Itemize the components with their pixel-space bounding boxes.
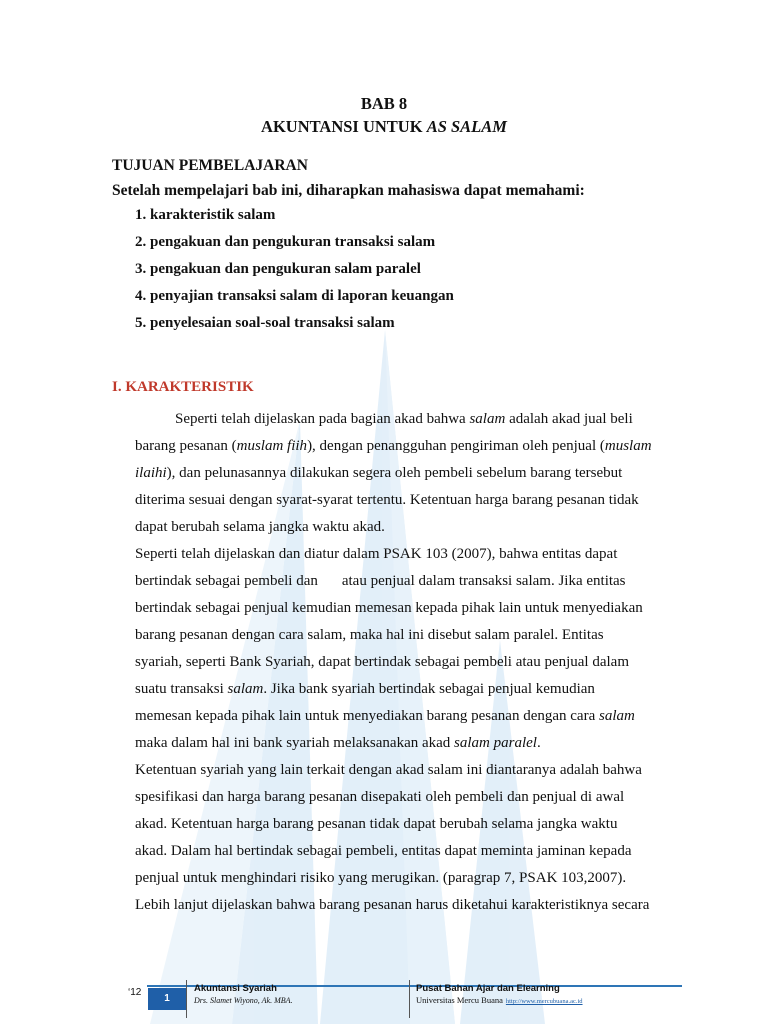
footer-university: Universitas Mercu Buana http://www.mercubuana.ac.id	[416, 995, 583, 1005]
footer-course: Akuntansi Syariah	[194, 983, 277, 994]
footer-year: ‘12	[128, 987, 142, 998]
objectives-intro: Setelah mempelajari bab ini, diharapkan mahasiswa dapat memahami:	[112, 182, 585, 199]
footer-author: Drs. Slamet Wiyono, Ak. MBA.	[194, 996, 293, 1005]
objectives-heading: TUJUAN PEMBELAJARAN	[112, 157, 308, 174]
section-heading: I. KARAKTERISTIK	[112, 379, 254, 395]
objective-item: 1. karakteristik salam	[135, 207, 276, 223]
chapter-number: BAB 8	[360, 94, 408, 113]
paragraph-ketentuan: Ketentuan syariah yang lain terkait dengan akad salam ini diantaranya adalah bahwa spesifikasi dan harga barang pesanan disepakati oleh pembeli dan penjual di awal akad. Ketentuan harga barang pesanan tidak dapat berubah selama jangka waktu akad. Dalam hal bertindak sebagai pembeli, entitas dapat meminta jaminan kepada penjual untuk menghindari risiko yang merugikan. (paragrap 7, PSAK 103,2007). Lebih lanjut dijelaskan bahwa barang pesanan harus diketahui karakteristiknya secara	[135, 762, 650, 913]
chapter-title: AKUNTANSI UNTUK AS SALAM	[261, 117, 507, 136]
footer-center: Pusat Bahan Ajar dan Elearning	[416, 983, 560, 994]
objective-item: 5. penyelesaian soal-soal transaksi salam	[135, 315, 395, 331]
page-footer	[0, 975, 768, 1024]
page-number: 1	[148, 988, 186, 1010]
footer-separator	[409, 980, 410, 1018]
objective-item: 2. pengakuan dan pengukuran transaksi salam	[135, 234, 436, 250]
footer-url-link[interactable]: http://www.mercubuana.ac.id	[505, 998, 583, 1005]
objective-item: 4. penyajian transaksi salam di laporan keuangan	[135, 288, 454, 304]
paragraph-psak: Seperti telah dijelaskan dan diatur dalam PSAK 103 (2007), bahwa entitas dapat bertindak sebagai pembeli dan atau penjual dalam transaksi salam. Jika entitas bertindak sebagai penjual kemudian memesan kepada pihak lain untuk menyediakan barang pesanan dengan cara salam, maka hal ini disebut salam paralel. Entitas syariah, seperti Bank Syariah, dapat bertindak sebagai pembeli atau penjual dalam suatu transaksi salam. Jika bank syariah bertindak sebagai penjual kemudian memesan kepada pihak lain untuk menyediakan barang pesanan dengan cara salam maka dalam hal ini bank syariah melaksanakan akad salam paralel.	[135, 546, 643, 751]
footer-separator	[186, 980, 187, 1018]
paragraph-definition: Seperti telah dijelaskan pada bagian akad bahwa salam adalah akad jual beli barang pesanan (muslam fiih), dengan penangguhan pengiriman oleh penjual (muslam ilaihi), dan pelunasannya dilakukan segera oleh pembeli sebelum barang tersebut diterima sesuai dengan syarat-syarat tertentu. Ketentuan harga barang pesanan tidak dapat berubah selama jangka waktu akad.	[135, 411, 652, 535]
objective-item: 3. pengakuan dan pengukuran salam paralel	[135, 261, 421, 277]
